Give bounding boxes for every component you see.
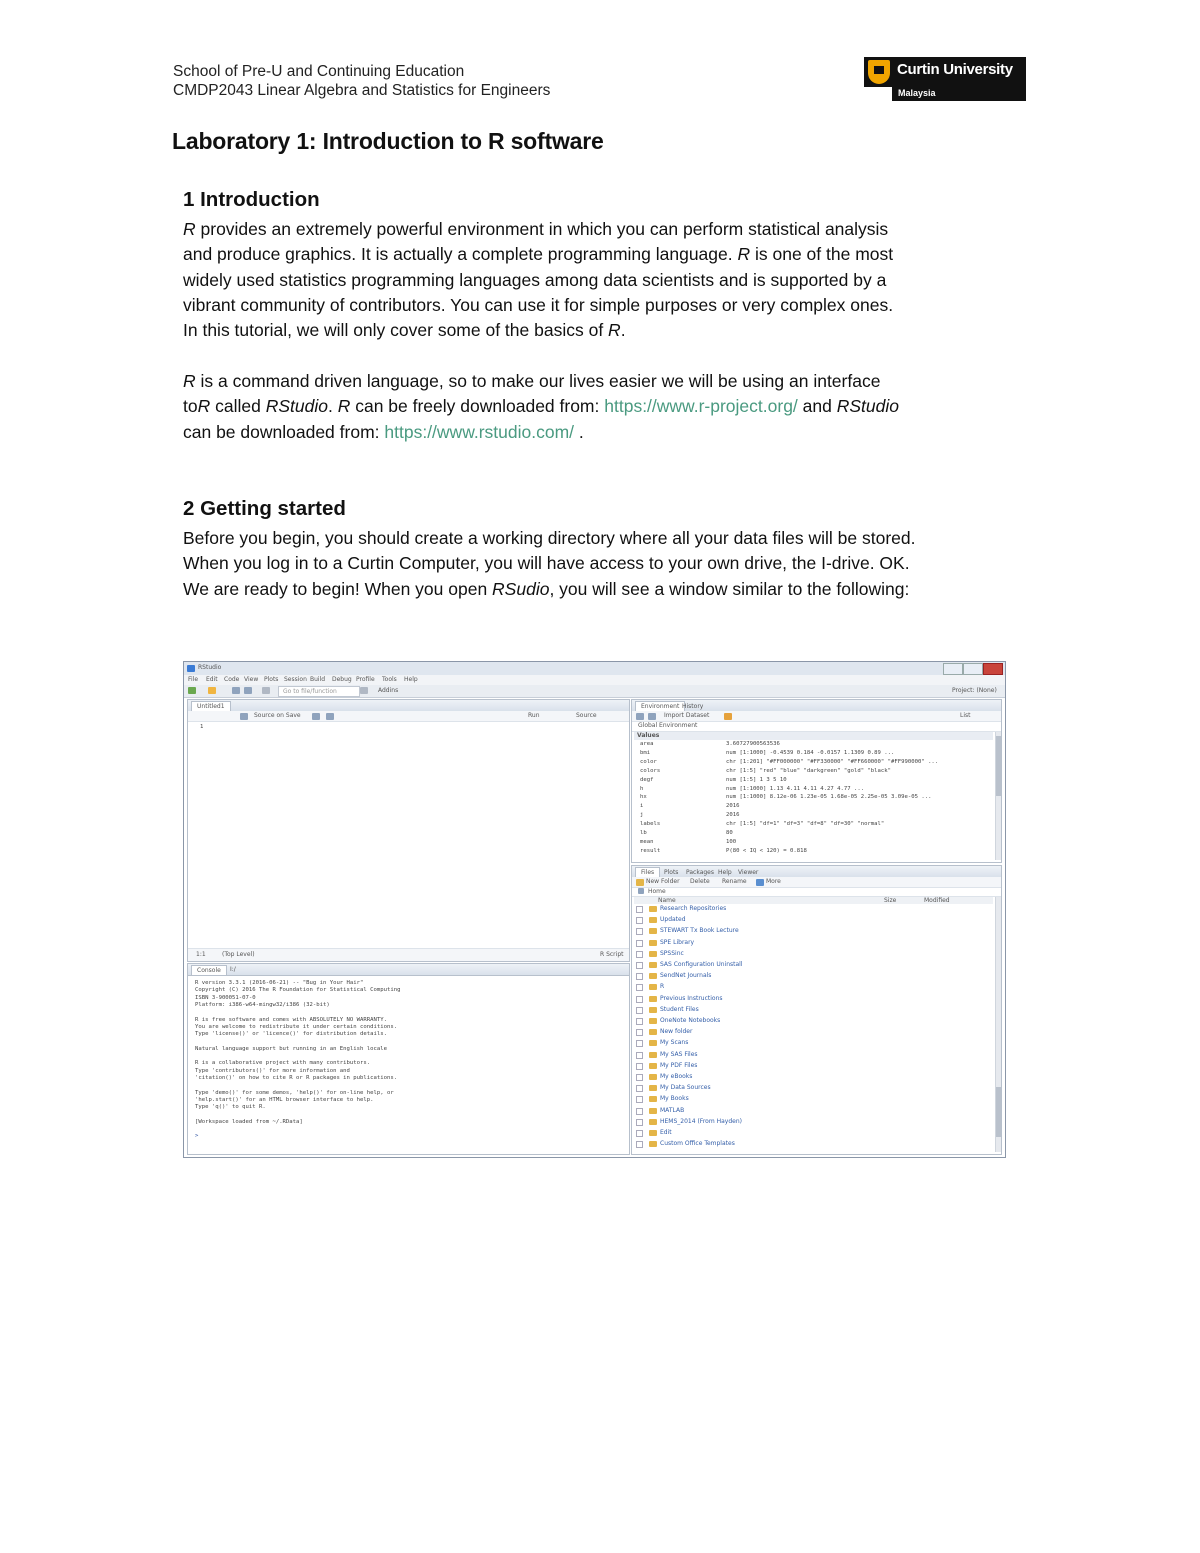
file-name[interactable]: My PDF Files [660, 1061, 698, 1069]
menu-edit[interactable]: Edit [206, 676, 218, 683]
save-icon[interactable] [232, 687, 240, 694]
text: called [210, 396, 266, 417]
r-term: R [197, 396, 211, 417]
r-term: R [183, 219, 196, 239]
menu-tools[interactable]: Tools [382, 676, 397, 683]
menu-build[interactable]: Build [310, 676, 326, 683]
env-var-name: degf [640, 776, 654, 783]
menu-code[interactable]: Code [224, 676, 240, 683]
r-term: R [183, 371, 196, 391]
tab-untitled1[interactable]: Untitled1 [191, 701, 231, 711]
text: can be freely downloaded from: [350, 396, 605, 417]
new-file-icon[interactable] [188, 687, 196, 694]
source-on-save-checkbox[interactable]: Source on Save [254, 712, 301, 719]
row-checkbox[interactable] [636, 1052, 643, 1059]
text: and [797, 396, 837, 417]
values-label: Values [637, 732, 660, 739]
folder-icon [649, 962, 657, 968]
file-name[interactable]: SPSSinc [660, 949, 684, 957]
col-name[interactable]: Name [658, 897, 676, 904]
file-name[interactable]: Student Files [660, 1005, 699, 1013]
folder-icon [649, 940, 657, 946]
menu-profile[interactable]: Profile [356, 676, 375, 683]
text: to [183, 396, 198, 417]
grid-icon[interactable] [360, 687, 368, 694]
text: When you log in to a Curtin Computer, you will have access to your own drive, the I-drive. OK. [183, 553, 910, 574]
console-prompt: > [195, 1133, 199, 1140]
folder-icon [649, 984, 657, 990]
curtin-logo [864, 57, 1026, 101]
folder-icon [649, 1052, 657, 1058]
load-icon[interactable] [636, 713, 644, 720]
env-var-name: labels [640, 821, 661, 828]
rename-button[interactable]: Rename [722, 878, 747, 885]
text: widely used statistics programming languages among data scientists and is supported by a [183, 269, 887, 290]
console-line: Type 'q()' to quit R. [195, 1104, 266, 1111]
main-toolbar [184, 685, 1005, 698]
text: vibrant community of contributors. You can use it for simple purposes or very complex ones. [183, 294, 894, 315]
rstudio-screenshot [183, 661, 1006, 1158]
goto-file-input[interactable] [278, 686, 360, 697]
console-line: R version 3.3.1 (2016-06-21) -- "Bug in Your Hair" [195, 980, 364, 986]
folder-icon [649, 1018, 657, 1024]
env-var-name: i [640, 803, 644, 810]
project-menu[interactable]: Project: (None) [952, 687, 997, 694]
file-name[interactable]: SPE Library [660, 938, 695, 946]
run-button[interactable]: Run [528, 712, 540, 719]
tab-viewer[interactable]: Viewer [738, 869, 759, 876]
folder-icon [649, 1007, 657, 1013]
text: . [620, 320, 626, 341]
tab-help[interactable]: Help [718, 869, 732, 876]
save-icon[interactable] [240, 713, 248, 720]
file-name[interactable]: My Data Sources [660, 1084, 711, 1092]
row-checkbox[interactable] [636, 906, 643, 913]
text: and produce graphics. It is actually a complete programming language. [183, 244, 738, 265]
menu-view[interactable]: View [244, 676, 259, 683]
console-line: You are welcome to redistribute it under certain conditions. [195, 1023, 398, 1030]
folder-icon [649, 928, 657, 934]
env-var-value: 2016 [726, 812, 740, 819]
gear-icon[interactable] [756, 879, 764, 886]
env-scrollbar[interactable] [995, 732, 1001, 860]
tab-packages[interactable]: Packages [686, 869, 714, 876]
tab-history[interactable]: History [682, 703, 704, 710]
console-line: ISBN 3-900051-07-0 [195, 994, 256, 1001]
menu-plots[interactable]: Plots [264, 676, 279, 683]
folder-icon [649, 1096, 657, 1102]
console-line: 'citation()' on how to cite R or R packages in publications. [195, 1074, 398, 1081]
folder-icon [649, 1108, 657, 1114]
intro-paragraph [183, 217, 1023, 343]
course-name: CMDP2043 Linear Algebra and Statistics for Engineers [173, 82, 551, 99]
folder-icon [649, 1029, 657, 1035]
env-var-value: P(80 < IQ < 120) = 0.818 [726, 847, 807, 854]
row-checkbox[interactable] [636, 984, 643, 991]
row-checkbox[interactable] [636, 917, 643, 924]
broom-icon[interactable] [724, 713, 732, 720]
console-path: I:/ [230, 966, 236, 973]
env-var-value: chr [1:201] "#FF000000" "#FF330000" "#FF660000" "#FF990000" ... [726, 758, 939, 765]
env-var-name: result [640, 847, 661, 854]
env-var-name: mean [640, 838, 654, 845]
file-name[interactable]: HEMS_2014 (From Hayden) [660, 1117, 742, 1125]
console-line: 'help.start()' for an HTML browser interface to help. [195, 1096, 374, 1103]
open-project-icon[interactable] [208, 687, 216, 694]
r-term: R [337, 396, 351, 417]
line-number: 1 [200, 724, 204, 730]
row-checkbox[interactable] [636, 1040, 643, 1047]
env-var-name: bmi [640, 749, 651, 756]
source-pane [187, 699, 630, 962]
text: In this tutorial, we will only cover some of the basics of [183, 320, 609, 341]
window-title: RStudio [198, 664, 222, 671]
row-checkbox[interactable] [636, 973, 643, 980]
files-pane [631, 865, 1002, 1155]
new-folder-icon[interactable] [636, 879, 644, 886]
menu-debug[interactable]: Debug [332, 676, 352, 683]
env-var-name: colors [640, 767, 661, 774]
minimize-button[interactable] [943, 663, 963, 675]
school-name: School of Pre-U and Continuing Education [173, 63, 465, 80]
row-checkbox[interactable] [636, 1141, 643, 1148]
folder-icon [649, 973, 657, 979]
folder-icon [649, 1040, 657, 1046]
file-name[interactable]: My eBooks [660, 1073, 693, 1080]
logo-name: Curtin University [897, 61, 1013, 78]
close-button[interactable] [983, 663, 1003, 675]
section2-heading: 2 Getting started [183, 497, 346, 520]
files-column-header [634, 897, 993, 904]
maximize-button[interactable] [963, 663, 983, 675]
file-name[interactable]: SendNet Journals [660, 972, 712, 980]
window-titlebar [184, 662, 1005, 675]
new-folder-button[interactable]: New Folder [646, 878, 680, 885]
file-name[interactable]: Edit [660, 1129, 672, 1136]
editor-statusbar [188, 948, 629, 961]
col-size[interactable]: Size [884, 897, 897, 904]
menu-file[interactable]: File [188, 676, 199, 683]
text: . [327, 396, 338, 417]
row-checkbox[interactable] [636, 1130, 643, 1137]
folder-icon [649, 951, 657, 957]
row-checkbox[interactable] [636, 1007, 643, 1014]
tab-environment[interactable]: Environment [635, 701, 685, 711]
env-scope-bar [632, 721, 1001, 732]
console-tabbar [188, 964, 629, 976]
source-toolbar [188, 711, 629, 722]
path-home[interactable]: Home [648, 888, 666, 895]
file-name[interactable]: My Books [660, 1095, 689, 1103]
page-title: Laboratory 1: Introduction to R software [172, 128, 604, 154]
text: , you will see a window similar to the following: [549, 578, 910, 599]
env-var-value: 100 [726, 838, 737, 845]
row-checkbox[interactable] [636, 951, 643, 958]
home-icon [638, 888, 644, 894]
env-var-name: j [640, 812, 644, 819]
folder-icon [649, 1119, 657, 1125]
files-scrollbar[interactable] [995, 897, 1001, 1152]
file-name[interactable]: Previous Instructions [660, 994, 723, 1002]
folder-icon [649, 996, 657, 1002]
text: is one of the most [750, 244, 894, 265]
env-var-value: chr [1:5] "red" "blue" "darkgreen" "gold" "black" [726, 767, 892, 774]
tab-console[interactable]: Console [191, 965, 227, 975]
list-view-button[interactable]: List [960, 712, 971, 719]
file-name[interactable]: My Scans [660, 1039, 689, 1047]
import-dataset-button[interactable]: Import Dataset [664, 712, 710, 719]
row-checkbox[interactable] [636, 1085, 643, 1092]
rstudio-link[interactable]: https://www.rstudio.com/ [384, 421, 575, 442]
environment-pane [631, 699, 1002, 863]
console-line: Type 'contributors()' for more information and [195, 1067, 350, 1074]
file-name[interactable]: Research Repositories [660, 905, 727, 912]
delete-button[interactable]: Delete [690, 878, 710, 885]
tab-plots[interactable]: Plots [664, 869, 679, 876]
folder-icon [649, 1074, 657, 1080]
env-var-value: num [1:1000] -0.4539 0.184 -0.0157 1.1309 0.89 ... [726, 749, 895, 756]
env-var-value: num [1:5] 1 3 5 10 [726, 776, 787, 783]
folder-icon [649, 1063, 657, 1069]
cursor-position: 1:1 [196, 951, 206, 958]
file-name[interactable]: OneNote Notebooks [660, 1017, 721, 1024]
row-checkbox[interactable] [636, 1063, 643, 1070]
getting-started-paragraph [183, 526, 1023, 602]
console-line: Natural language support but running in an English locale [195, 1045, 387, 1052]
console-line: [Workspace loaded from ~/.RData] [195, 1118, 303, 1125]
folder-icon [649, 1141, 657, 1147]
console-line: Copyright (C) 2016 The R Foundation for Statistical Computing [195, 987, 401, 994]
save-icon[interactable] [648, 713, 656, 720]
rstudio-term: RStudio [836, 396, 899, 417]
rstudio-term: RStudio [265, 396, 328, 417]
source-button[interactable]: Source [576, 712, 597, 719]
crest-icon [868, 60, 890, 84]
tab-files[interactable]: Files [635, 867, 660, 877]
env-var-name: color [640, 758, 657, 765]
env-var-value: num [1:1000] 1.13 4.11 4.11 4.27 4.77 ... [726, 785, 865, 792]
file-name[interactable]: STEWART Tx Book Lecture [660, 927, 739, 935]
values-header [634, 732, 993, 740]
global-env-dropdown[interactable]: Global Environment [638, 722, 698, 729]
file-name[interactable]: MATLAB [660, 1106, 685, 1114]
row-checkbox[interactable] [636, 1108, 643, 1115]
text: provides an extremely powerful environment in which you can perform statistical analysis [195, 219, 889, 239]
file-name[interactable]: Custom Office Templates [660, 1140, 735, 1148]
wand-icon[interactable] [326, 713, 334, 720]
file-type[interactable]: R Script [600, 951, 624, 958]
env-var-value: 3.60727900563536 [726, 741, 780, 747]
folder-icon [649, 906, 657, 912]
file-name[interactable]: New folder [660, 1028, 693, 1036]
col-modified[interactable]: Modified [924, 897, 950, 904]
rstudio-term: RSudio [492, 578, 550, 599]
env-var-name: lb [640, 830, 647, 836]
env-var-value: 80 [726, 830, 733, 836]
folder-icon [649, 917, 657, 923]
row-checkbox[interactable] [636, 1119, 643, 1126]
menubar [184, 675, 1005, 685]
rstudio-icon [187, 665, 195, 672]
section1-heading: 1 Introduction [183, 188, 320, 211]
row-checkbox[interactable] [636, 1096, 643, 1103]
console-line: R is a collaborative project with many contributors. [195, 1060, 371, 1067]
goto-file-placeholder: Go to file/function [283, 688, 337, 695]
console-line: Platform: i386-w64-mingw32/i386 (32-bit) [195, 1001, 330, 1008]
r-project-link[interactable]: https://www.r-project.org/ [604, 396, 798, 417]
file-name[interactable]: SAS Configuration Uninstall [660, 961, 743, 968]
file-name[interactable]: R [660, 983, 665, 991]
folder-icon [649, 1085, 657, 1091]
console-line: Type 'demo()' for some demos, 'help()' for on-line help, or [195, 1089, 394, 1096]
r-term: R [608, 320, 621, 341]
interface-paragraph [183, 369, 1023, 445]
print-icon[interactable] [262, 687, 270, 694]
console-line: R is free software and comes with ABSOLUTELY NO WARRANTY. [195, 1016, 387, 1023]
env-var-name: h [640, 785, 644, 792]
menu-help[interactable]: Help [404, 676, 418, 683]
text: is a command driven language, so to make our lives easier we will be using an interface [195, 371, 881, 391]
file-name[interactable]: My SAS Files [660, 1050, 698, 1058]
env-var-value: 2016 [726, 803, 740, 810]
row-checkbox[interactable] [636, 928, 643, 935]
more-menu[interactable]: More [766, 878, 781, 885]
menu-session[interactable]: Session [284, 676, 307, 683]
row-checkbox[interactable] [636, 1074, 643, 1081]
text: can be downloaded from: [183, 421, 385, 442]
console-line: Type 'license()' or 'licence()' for distribution details. [195, 1031, 387, 1038]
search-icon[interactable] [312, 713, 320, 720]
env-var-value: chr [1:5] "df=1" "df=3" "df=8" "df=30" "normal" [726, 821, 885, 828]
r-term: R [737, 244, 751, 265]
files-path-bar [632, 887, 1001, 897]
row-checkbox[interactable] [636, 1029, 643, 1036]
env-var-value: num [1:1000] 8.12e-06 1.23e-05 1.68e-05 2.25e-05 3.09e-05 ... [726, 794, 932, 801]
save-all-icon[interactable] [244, 687, 252, 694]
row-checkbox[interactable] [636, 1018, 643, 1025]
row-checkbox[interactable] [636, 962, 643, 969]
text: Before you begin, you should create a working directory where all your data files will be stored. [183, 528, 916, 548]
text: . [574, 421, 584, 442]
console-pane [187, 963, 630, 1155]
scope-indicator[interactable]: (Top Level) [222, 951, 255, 958]
text: We are ready to begin! When you open [183, 578, 493, 599]
addins-menu[interactable]: Addins [378, 687, 399, 694]
folder-icon [649, 1130, 657, 1136]
row-checkbox[interactable] [636, 940, 643, 947]
env-var-name: area [640, 741, 654, 747]
env-var-name: hx [640, 794, 647, 801]
row-checkbox[interactable] [636, 996, 643, 1003]
file-name[interactable]: Updated [660, 916, 686, 924]
logo-sub: Malaysia [898, 88, 936, 98]
